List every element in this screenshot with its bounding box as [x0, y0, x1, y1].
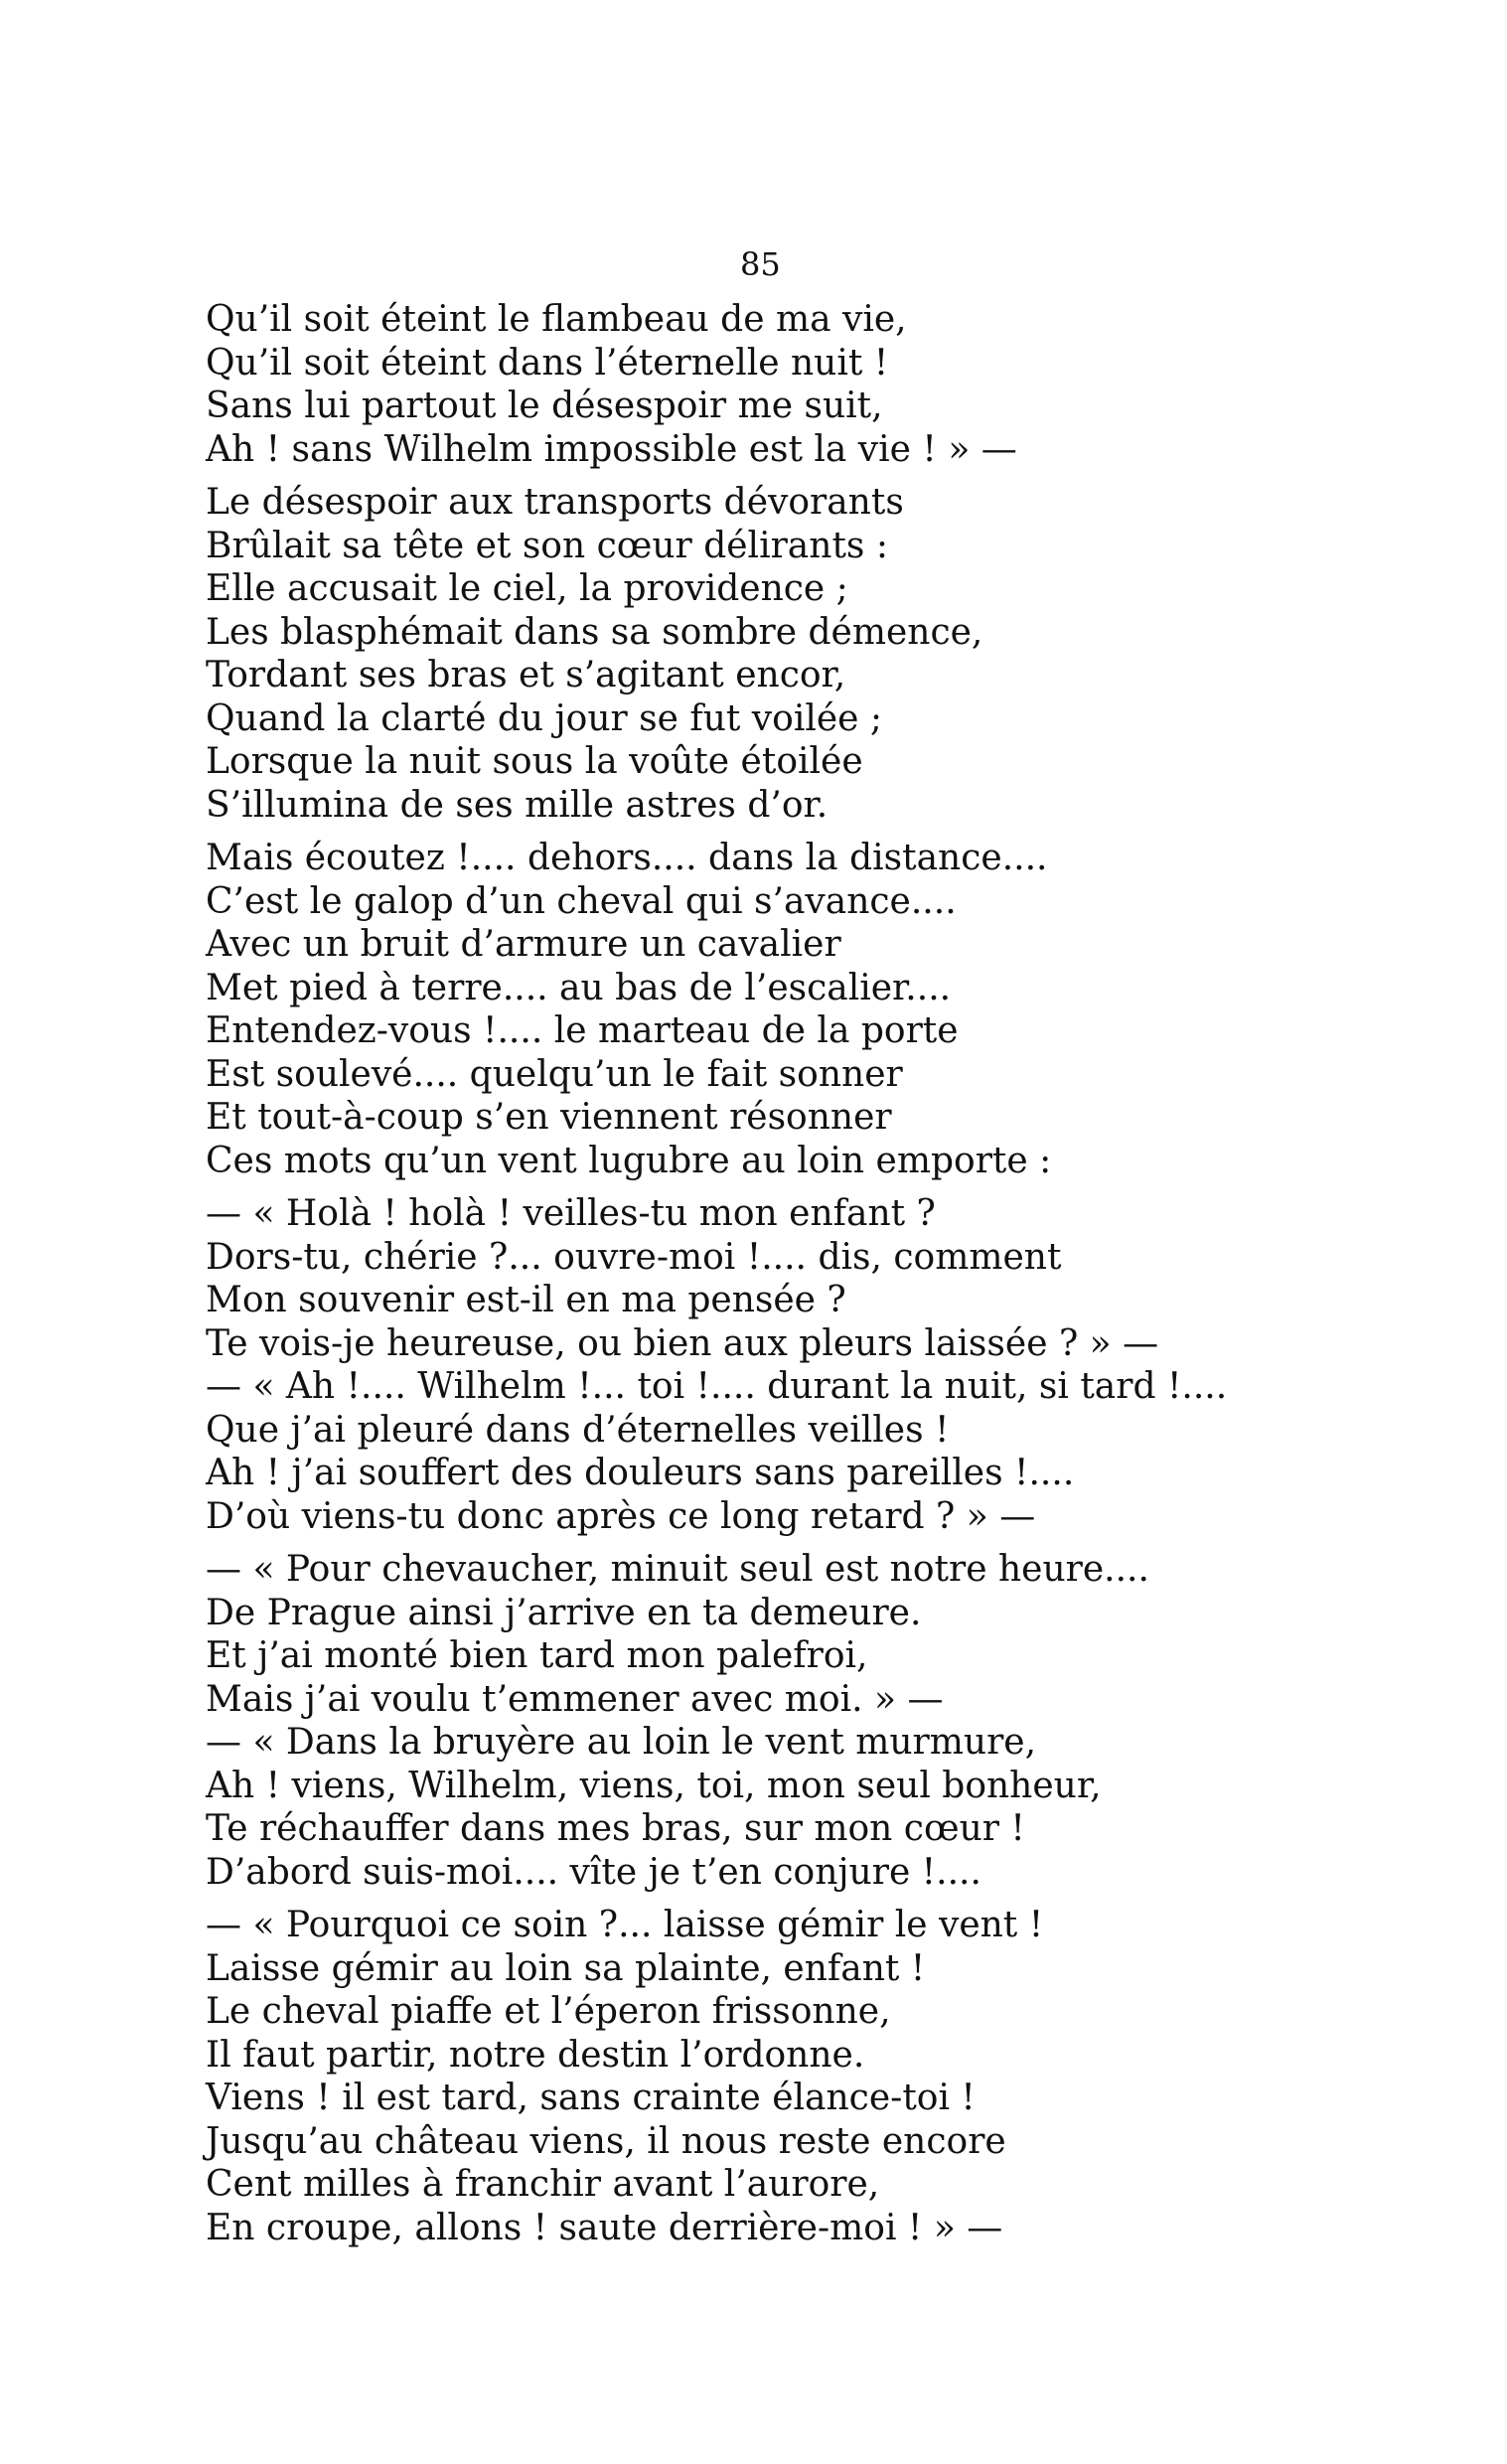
- verse-line: Viens ! il est tard, sans crainte élance-toi !: [206, 2078, 976, 2118]
- verse-line: Le cheval piaffe et l’éperon frissonne,: [206, 1991, 891, 2032]
- verse-line: Tordant ses bras et s’agitant encor,: [206, 655, 846, 695]
- verse-line: Mais j’ai voulu t’emmener avec moi. » —: [206, 1678, 944, 1720]
- verse-line: Qu’il soit éteint dans l’éternelle nuit !: [206, 342, 889, 384]
- verse-line: Met pied à terre.... au bas de l’escalier....: [206, 967, 952, 1008]
- verse-line: Elle accusait le ciel, la providence ;: [206, 568, 848, 609]
- verse-line: — « Ah !.... Wilhelm !... toi !.... durant la nuit, si tard !....: [206, 1366, 1228, 1407]
- verse-line: Dors-tu, chérie ?... ouvre-moi !.... dis, comment: [206, 1236, 1062, 1278]
- verse-line: Il faut partir, notre destin l’ordonne.: [206, 2034, 865, 2076]
- verse-line: Cent milles à franchir avant l’aurore,: [206, 2164, 880, 2205]
- verse-line: Ah ! viens, Wilhelm, viens, toi, mon seul bonheur,: [206, 1765, 1102, 1806]
- verse-line: C’est le galop d’un cheval qui s’avance....: [206, 880, 957, 922]
- verse-line: Les blasphémait dans sa sombre démence,: [206, 611, 983, 653]
- verse-line: Te réchauffer dans mes bras, sur mon cœur !: [206, 1808, 1025, 1849]
- verse-line: Mais écoutez !.... dehors.... dans la distance....: [206, 838, 1048, 878]
- verse-line: Sans lui partout le désespoir me suit,: [206, 385, 883, 426]
- verse-line: — « Pourquoi ce soin ?... laisse gémir le vent !: [206, 1905, 1044, 1945]
- verse-line: D’où viens-tu donc après ce long retard ? » —: [206, 1495, 1036, 1537]
- stanza-2: [206, 481, 1398, 827]
- stanza-6: [206, 1904, 1398, 2249]
- verse-line: Ah ! sans Wilhelm impossible est la vie ! » —: [206, 428, 1017, 470]
- verse-line: Jusqu’au château viens, il nous reste encore: [206, 2120, 1006, 2162]
- verse-line: Ces mots qu’un vent lugubre au loin emporte :: [206, 1140, 1052, 1181]
- poem-body: [206, 298, 1398, 2249]
- verse-line: De Prague ainsi j’arrive en ta demeure.: [206, 1592, 922, 1633]
- verse-line: — « Holà ! holà ! veilles-tu mon enfant ?: [206, 1193, 936, 1234]
- verse-line: Brûlait sa tête et son cœur délirants :: [206, 525, 888, 566]
- verse-line: S’illumina de ses mille astres d’or.: [206, 784, 829, 826]
- verse-line: Que j’ai pleuré dans d’éternelles veilles !: [206, 1409, 950, 1451]
- stanza-3: [206, 837, 1398, 1182]
- stanza-4: [206, 1192, 1398, 1538]
- verse-line: Qu’il soit éteint le flambeau de ma vie,: [206, 299, 907, 340]
- verse-line: Quand la clarté du jour se fut voilée ;: [206, 697, 883, 739]
- verse-line: Et j’ai monté bien tard mon palefroi,: [206, 1635, 868, 1676]
- stanza-1: [206, 298, 1398, 471]
- verse-line: Laisse gémir au loin sa plainte, enfant !: [206, 1947, 926, 1989]
- verse-line: Avec un bruit d’armure un cavalier: [206, 924, 841, 965]
- verse-line: — « Dans la bruyère au loin le vent murmure,: [206, 1722, 1037, 1763]
- verse-line: D’abord suis-moi.... vîte je t’en conjure !....: [206, 1851, 981, 1893]
- stanza-5: [206, 1548, 1398, 1894]
- verse-line: Est soulevé.... quelqu’un le fait sonner: [206, 1053, 903, 1095]
- verse-line: — « Pour chevaucher, minuit seul est notre heure....: [206, 1549, 1149, 1590]
- verse-line: Entendez-vous !.... le marteau de la porte: [206, 1010, 959, 1051]
- verse-line: Te vois-je heureuse, ou bien aux pleurs laissée ? » —: [206, 1322, 1159, 1364]
- verse-line: En croupe, allons ! saute derrière-moi ! » —: [206, 2207, 1003, 2248]
- page-number: 85: [740, 245, 781, 283]
- verse-line: Le désespoir aux transports dévorants: [206, 482, 904, 523]
- verse-line: Lorsque la nuit sous la voûte étoilée: [206, 741, 863, 782]
- verse-line: Mon souvenir est-il en ma pensée ?: [206, 1280, 846, 1320]
- verse-line: Ah ! j’ai souffert des douleurs sans pareilles !....: [206, 1453, 1075, 1493]
- verse-line: Et tout-à-coup s’en viennent résonner: [206, 1097, 892, 1138]
